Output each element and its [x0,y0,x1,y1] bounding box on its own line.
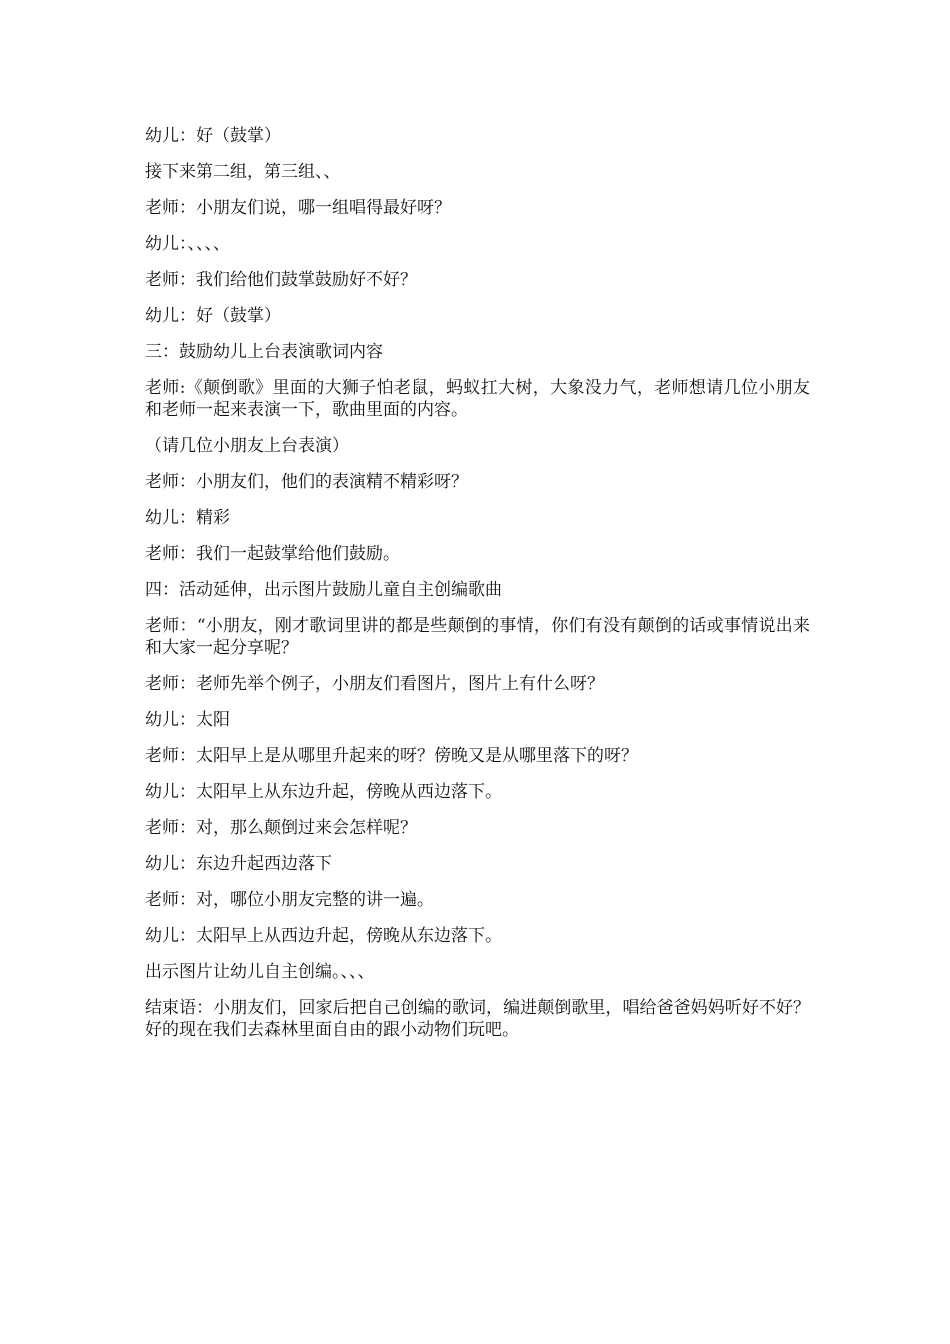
paragraph-5: 老师：我们给他们鼓掌鼓励好不好？ [145,270,417,290]
section-heading-4: 四：活动延伸，出示图片鼓励儿童自主创编歌曲 [145,580,502,600]
paragraph-20: 幼儿：东边升起西边落下 [145,854,332,874]
paragraph-21: 老师：对，哪位小朋友完整的讲一遍。 [145,890,434,910]
paragraph-18: 幼儿：太阳早上从东边升起，傍晚从西边落下。 [145,782,502,802]
paragraph-11: 幼儿：精彩 [145,508,230,528]
paragraph-16: 幼儿：太阳 [145,710,230,730]
paragraph-4: 幼儿：、、、、 [145,234,230,254]
paragraph-23: 出示图片让幼儿自主创编。、、、 [145,962,375,982]
document-body [145,125,810,1055]
paragraph-19: 老师：对，那么颠倒过来会怎样呢？ [145,818,417,838]
paragraph-17: 老师：太阳早上是从哪里升起来的呀？傍晚又是从哪里落下的呀？ [145,746,638,766]
section-heading-3: 三：鼓励幼儿上台表演歌词内容 [145,342,383,362]
paragraph-2: 接下来第二组，第三组、、 [145,162,341,182]
closing-remarks: 结束语：小朋友们，回家后把自己创编的歌词，编进颠倒歌里，唱给爸爸妈妈听好不好？好的现在我们去森林里面自由的跟小动物们玩吧。 [145,998,810,1040]
paragraph-9: （请几位小朋友上台表演） [145,436,349,456]
paragraph-6: 幼儿：好（鼓掌） [145,306,281,326]
paragraph-15: 老师：老师先举个例子，小朋友们看图片，图片上有什么呀？ [145,674,604,694]
paragraph-12: 老师：我们一起鼓掌给他们鼓励。 [145,544,400,564]
paragraph-1: 幼儿：好（鼓掌） [145,126,281,146]
paragraph-14: 老师：“小朋友，刚才歌词里讲的都是些颠倒的事情，你们有没有颠倒的话或事情说出来和大家一起分享呢？ [145,616,810,658]
paragraph-3: 老师：小朋友们说，哪一组唱得最好呀？ [145,198,451,218]
paragraph-8: 老师:《颠倒歌》里面的大狮子怕老鼠，蚂蚁扛大树，大象没力气，老师想请几位小朋友和老师一起来表演一下，歌曲里面的内容。 [145,378,810,420]
paragraph-10: 老师：小朋友们，他们的表演精不精彩呀？ [145,472,468,492]
paragraph-22: 幼儿：太阳早上从西边升起，傍晚从东边落下。 [145,926,502,946]
